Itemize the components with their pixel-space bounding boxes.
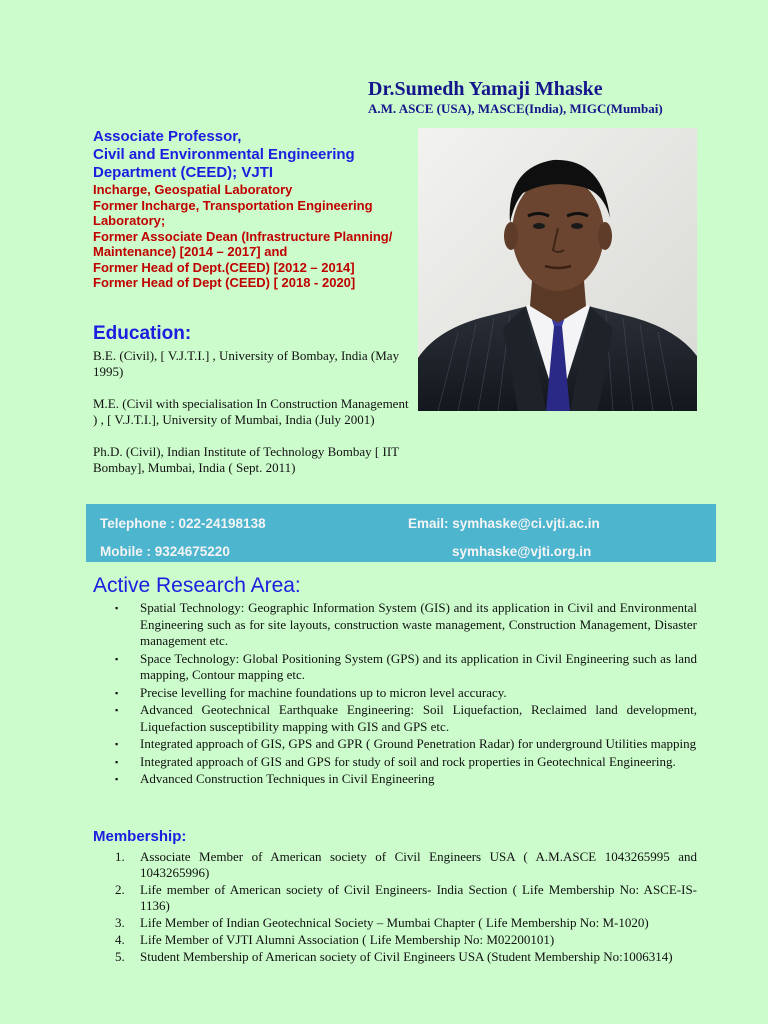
- education-list: [93, 348, 413, 492]
- profile-photo: [418, 128, 697, 411]
- list-number: 3.: [115, 915, 125, 930]
- education-heading: Education:: [93, 323, 192, 344]
- research-heading: Active Research Area:: [93, 574, 301, 597]
- role-line: Associate Professor,: [93, 128, 242, 145]
- list-item-text: Precise levelling for machine foundations up to micron level accuracy.: [140, 684, 507, 700]
- list-item: [114, 651, 697, 684]
- education-item: Ph.D. (Civil), Indian Institute of Technology Bombay [ IIT Bombay], Mumbai, India ( Sept. 2011): [93, 444, 399, 475]
- membership-heading: Membership:: [93, 828, 187, 845]
- education-item: B.E. (Civil), [ V.J.T.I.] , University of Bombay, India (May 1995): [93, 348, 400, 379]
- list-item-text: Integrated approach of GIS and GPS for study of soil and rock properties in Geotechnical Engineering.: [140, 753, 676, 769]
- role-line: Department (CEED); VJTI: [93, 164, 274, 181]
- list-item: [114, 849, 697, 881]
- bullet-icon: ▪: [115, 705, 119, 715]
- research-list: [114, 600, 697, 789]
- list-item: [114, 882, 697, 914]
- portrait-illustration: [418, 128, 697, 411]
- list-item: [114, 771, 697, 788]
- list-item-text: Student Membership of American society of Civil Engineers USA (Student Membership No:1006314): [140, 949, 673, 964]
- roles-block: [93, 128, 418, 291]
- credentials: A.M. ASCE (USA), MASCE(India), MIGC(Mumbai): [368, 101, 663, 116]
- email-primary[interactable]: Email: symhaske@ci.vjti.ac.in: [408, 516, 600, 531]
- bullet-icon: ▪: [115, 739, 119, 749]
- list-number: 4.: [115, 932, 125, 947]
- list-item-text: Advanced Geotechnical Earthquake Engineering: Soil Liquefaction, Reclaimed land development, Liquefaction susceptibility mapping with GIS and GPS etc.: [140, 702, 697, 734]
- role-line: Incharge, Geospatial Laboratory: [93, 182, 293, 197]
- role-line: Former Head of Dept.(CEED) [2012 – 2014]: [93, 259, 355, 275]
- bullet-icon: ▪: [115, 653, 119, 664]
- list-item: [114, 600, 697, 650]
- bullet-icon: ▪: [115, 687, 119, 698]
- telephone: Telephone : 022-24198138: [100, 516, 266, 531]
- list-item: [114, 702, 697, 735]
- contact-bar: [86, 504, 716, 562]
- list-item-text: Life member of American society of Civil Engineers- India Section ( Life Membership No: ASCE-IS-1136): [140, 882, 697, 913]
- membership-list: [114, 849, 697, 966]
- education-item: M.E. (Civil with specialisation In Construction Management ) , [ V.J.T.I.], University of Mumbai, India (July 2001): [93, 396, 409, 427]
- list-item-text: Advanced Construction Techniques in Civil Engineering: [140, 771, 435, 786]
- role-line: Civil and Environmental Engineering: [93, 146, 355, 163]
- list-item: [114, 754, 697, 771]
- list-item-text: Space Technology: Global Positioning System (GPS) and its application in Civil Engineering such as land mapping, Contour mapping etc.: [140, 650, 697, 682]
- list-item-text: Associate Member of American society of Civil Engineers USA ( A.M.ASCE 1043265995 and 1043265996): [140, 849, 697, 880]
- role-line: Former Associate Dean (Infrastructure Planning/ Maintenance) [2014 – 2017] and: [93, 228, 393, 259]
- role-line: Former Head of Dept (CEED) [ 2018 - 2020]: [93, 275, 356, 290]
- list-number: 2.: [115, 882, 125, 897]
- list-number: 1.: [115, 849, 125, 864]
- list-item: [114, 915, 697, 931]
- bullet-icon: ▪: [115, 774, 119, 784]
- list-item: [114, 736, 697, 753]
- person-name: Dr.Sumedh Yamaji Mhaske: [368, 78, 603, 100]
- bullet-icon: ▪: [115, 756, 119, 767]
- list-item-text: Life Member of Indian Geotechnical Society – Mumbai Chapter ( Life Membership No: M-1020): [140, 915, 649, 930]
- list-item-text: Integrated approach of GIS, GPS and GPR ( Ground Penetration Radar) for underground Utilities mapping: [140, 736, 697, 751]
- list-number: 5.: [115, 949, 125, 964]
- list-item: [114, 932, 697, 948]
- bullet-icon: ▪: [115, 603, 119, 613]
- role-line: Former Incharge, Transportation Engineering Laboratory;: [93, 197, 373, 228]
- email-secondary[interactable]: symhaske@vjti.org.in: [452, 544, 592, 559]
- list-item: [114, 949, 697, 965]
- mobile: Mobile : 9324675220: [100, 544, 230, 559]
- list-item-text: Life Member of VJTI Alumni Association ( Life Membership No: M02200101): [140, 932, 555, 947]
- list-item-text: Spatial Technology: Geographic Information System (GIS) and its application in Civil and Environmental Engineering such as for site layouts, construction waste management, Construction Management, Disaster management etc.: [140, 600, 697, 648]
- list-item: [114, 685, 697, 702]
